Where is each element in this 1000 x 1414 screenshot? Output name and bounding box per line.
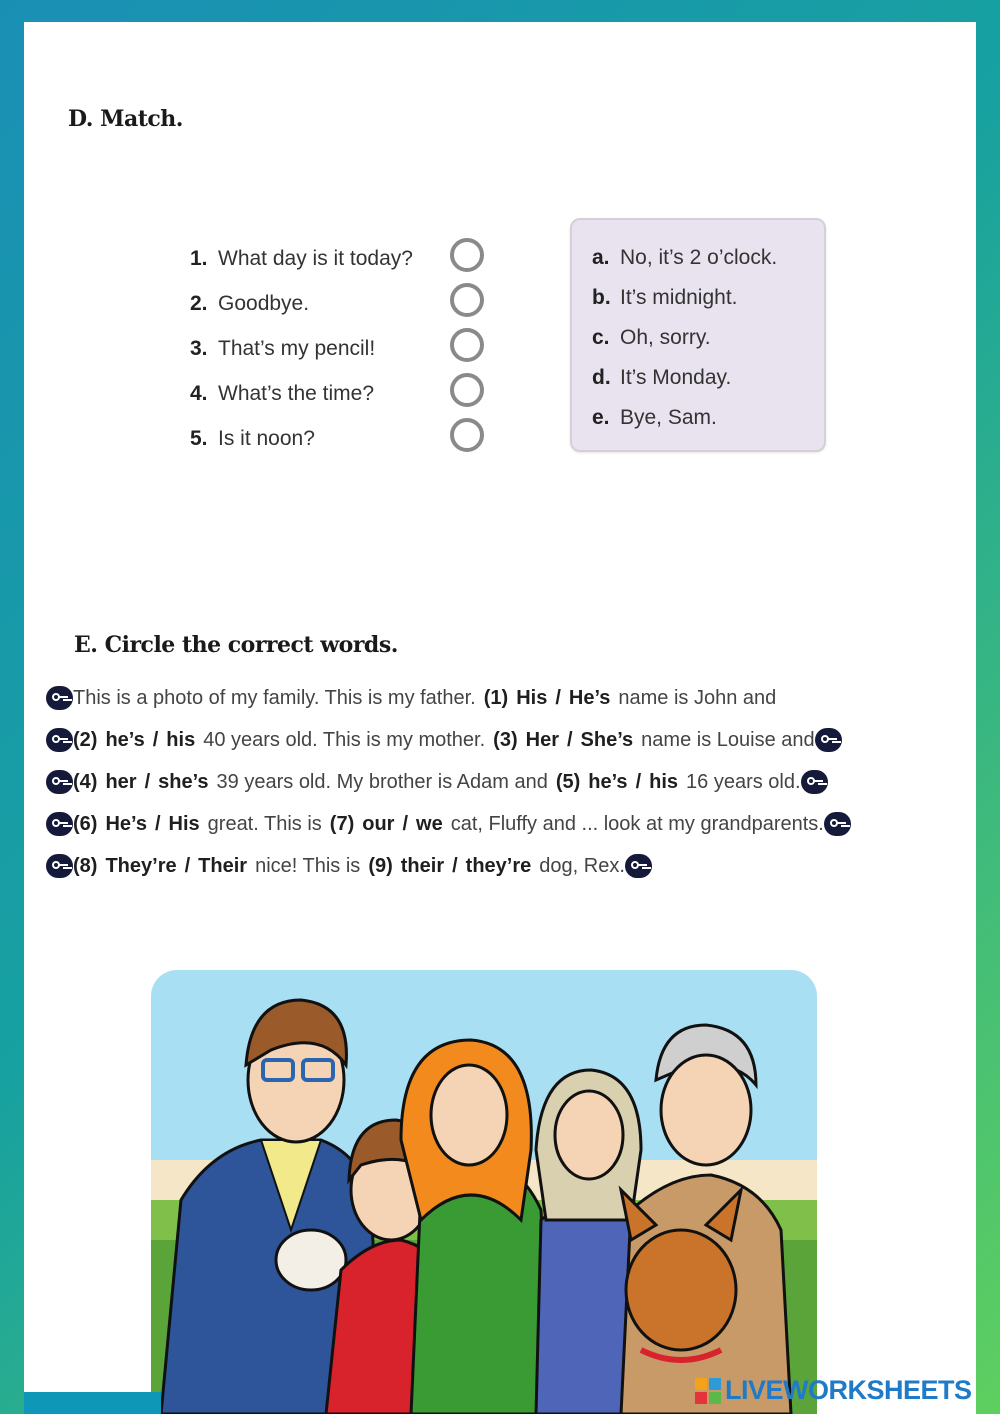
answer-slot-5[interactable] [450,418,484,452]
answer-text: It’s midnight. [620,286,738,309]
passage-text: 16 years old. [686,770,801,793]
liveworksheets-logo-icon [695,1378,721,1404]
answer-options-box [570,218,826,452]
item-number: (9) [368,854,393,877]
answer-text: No, it’s 2 o’clock. [620,246,778,269]
passage-text: This is a photo of my family. This is my father. [73,686,476,709]
answer-text: It’s Monday. [620,366,732,389]
answer-option [592,278,824,318]
answer-letter: b. [592,286,611,309]
passage-text: dog, Rex. [539,854,625,877]
passage-text: 40 years old. This is my mother. [203,728,486,751]
word-option[interactable]: She’s [580,728,634,751]
question-text: Is it noon? [218,426,315,450]
question-item [190,281,495,326]
slash: / [184,854,191,877]
item-number: (6) [73,812,98,835]
slash: / [152,728,159,751]
question-item [190,371,495,416]
answer-key-icon[interactable] [824,812,851,836]
word-option[interactable]: Their [198,854,248,877]
passage-text: cat, Fluffy and ... look at my grandparents. [450,812,824,835]
answer-slot-2[interactable] [450,283,484,317]
passage-text: 39 years old. My brother is Adam and [216,770,548,793]
answer-key-icon[interactable] [46,812,73,836]
answer-option [592,318,824,358]
passage-text: name is Louise and [641,728,815,751]
answer-option [592,358,824,398]
liveworksheets-logo [695,1375,972,1406]
worksheet-page [24,22,976,1414]
question-number: 1. [190,246,208,270]
answer-option [592,398,824,438]
answer-key-icon[interactable] [46,728,73,752]
answer-text: Bye, Sam. [620,406,717,429]
question-item [190,326,495,371]
word-option[interactable]: their [400,854,445,877]
question-item [190,416,495,461]
family-illustration [151,970,817,1414]
question-number: 2. [190,291,208,315]
answer-slot-3[interactable] [450,328,484,362]
circle-words-text [46,677,966,887]
item-number: (7) [329,812,355,835]
item-number: (2) [73,728,98,751]
answer-key-icon[interactable] [815,728,842,752]
item-number: (4) [73,770,98,793]
word-option[interactable]: they’re [465,854,532,877]
answer-slot-4[interactable] [450,373,484,407]
passage-text: name is John and [618,686,777,709]
item-number: (1) [483,686,509,709]
item-number: (3) [493,728,518,751]
passage-text: nice! This is [255,854,361,877]
answer-letter: a. [592,246,610,269]
answer-letter: d. [592,366,611,389]
answer-letter: c. [592,326,610,349]
question-list [190,236,495,461]
text-line-2 [46,719,966,761]
footer-accent-bar [24,1392,161,1414]
text-line-1 [46,677,966,719]
word-option[interactable]: They’re [105,854,177,877]
item-number: (8) [73,854,98,877]
answer-key-icon[interactable] [46,770,73,794]
word-option[interactable]: we [416,812,443,835]
item-number: (5) [555,770,581,793]
slash: / [402,812,409,835]
word-option[interactable]: our [362,812,395,835]
question-number: 3. [190,336,208,360]
brand-text: LIVEWORKSHEETS [725,1375,972,1405]
answer-slot-1[interactable] [450,238,484,272]
text-line-3 [46,761,966,803]
word-option[interactable]: she’s [158,770,209,793]
word-option[interactable]: he’s [588,770,628,793]
word-option[interactable]: He’s [105,812,147,835]
answer-letter: e. [592,406,610,429]
word-option[interactable]: his [166,728,196,751]
question-text: That’s my pencil! [218,336,376,360]
word-option[interactable]: his [649,770,679,793]
text-line-5 [46,845,966,887]
passage-text: great. This is [207,812,322,835]
word-option[interactable]: her [105,770,137,793]
word-option[interactable]: His [168,812,200,835]
word-option[interactable]: he’s [105,728,145,751]
slash: / [452,854,458,877]
word-option[interactable]: He’s [568,686,611,709]
word-option[interactable]: Her [525,728,559,751]
answer-key-icon[interactable] [46,854,73,878]
slash: / [154,812,161,835]
text-line-4 [46,803,966,845]
question-text: What day is it today? [218,246,413,270]
slash: / [144,770,151,793]
answer-key-icon[interactable] [625,854,652,878]
slash: / [566,728,573,751]
slash: / [555,686,561,709]
question-number: 4. [190,381,208,405]
section-d-title: D. Match. [68,106,183,132]
word-option[interactable]: His [516,686,548,709]
question-item [190,236,495,281]
answer-text: Oh, sorry. [620,326,711,349]
section-e-title: E. Circle the correct words. [74,632,398,658]
answer-key-icon[interactable] [46,686,73,710]
family-picture-icon [151,970,817,1414]
question-text: What’s the time? [218,381,375,405]
answer-key-icon[interactable] [801,770,828,794]
question-number: 5. [190,426,208,450]
slash: / [635,770,642,793]
question-text: Goodbye. [218,291,310,315]
answer-option [592,238,824,278]
